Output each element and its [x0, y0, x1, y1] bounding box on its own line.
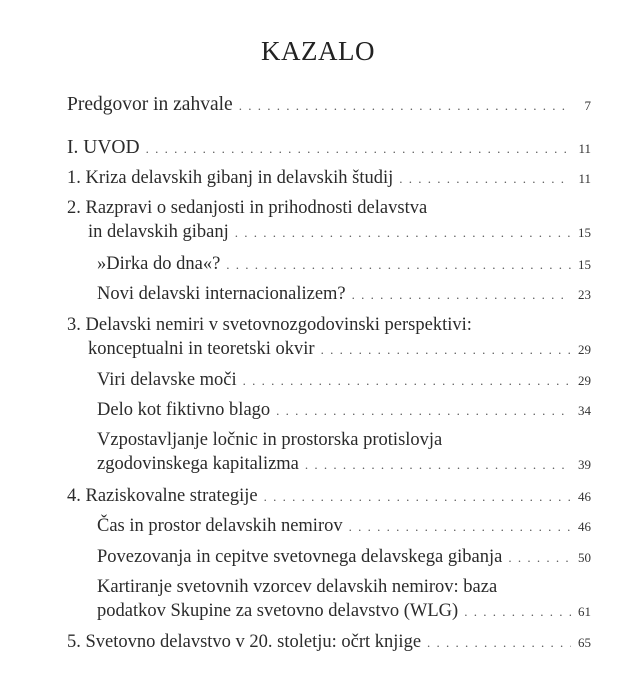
toc-entry-part-1[interactable] — [67, 136, 591, 161]
toc-entry-section[interactable] — [67, 252, 591, 277]
leader-dots — [427, 631, 571, 655]
toc-entry-section[interactable] — [67, 282, 591, 307]
toc-page-number: 46 — [578, 489, 591, 504]
toc-page-number: 11 — [578, 171, 591, 186]
toc-entry-section[interactable] — [67, 428, 591, 477]
leader-dots — [464, 600, 571, 624]
page-title: KAZALO — [261, 36, 375, 66]
toc-page-number: 46 — [578, 519, 591, 534]
toc-entry-section[interactable] — [67, 575, 591, 624]
leader-dots — [226, 253, 571, 277]
toc-entry-title: Predgovor in zahvale — [67, 94, 233, 115]
toc-entry-title: I. UVOD — [67, 137, 140, 158]
toc-entry-section[interactable] — [67, 398, 591, 423]
leader-dots — [146, 137, 571, 161]
toc-entry-chapter-5[interactable] — [67, 630, 591, 655]
toc-entry-title: Viri delavske moči — [97, 370, 237, 390]
toc-page-number: 29 — [578, 373, 591, 388]
toc-page-number: 7 — [584, 98, 591, 113]
toc-page-number: 23 — [578, 287, 591, 302]
toc-entry-title-cont: in delavskih gibanj — [88, 222, 229, 242]
toc-page-number: 11 — [578, 141, 591, 156]
toc-entry-section[interactable] — [67, 514, 591, 539]
toc-entry-title: Vzpostavljanje ločnic in prostorska protislovja — [97, 430, 443, 450]
leader-dots — [352, 283, 571, 307]
leader-dots — [399, 167, 571, 191]
toc-entry-title-cont: podatkov Skupine za svetovno delavstvo (WLG) — [97, 601, 459, 621]
toc-entry-title: »Dirka do dna«? — [97, 254, 221, 274]
toc-entry-chapter-4[interactable] — [67, 484, 591, 509]
leader-dots — [243, 369, 571, 393]
toc-entry-title: Delo kot fiktivno blago — [97, 400, 271, 420]
toc-entry-chapter-2[interactable] — [67, 196, 591, 245]
toc-page-number: 65 — [578, 635, 591, 650]
toc-entry-preface[interactable] — [67, 93, 591, 118]
leader-dots — [235, 221, 571, 245]
toc-entry-title: Kartiranje svetovnih vzorcev delavskih nemirov: baza — [97, 577, 498, 597]
toc-entry-title: 2. Razpravi o sedanjosti in prihodnosti delavstva — [67, 198, 428, 218]
toc-entry-title: 1. Kriza delavskih gibanj in delavskih študij — [67, 168, 394, 188]
toc-page-number: 39 — [578, 457, 591, 472]
toc-entry-section[interactable] — [67, 368, 591, 393]
toc-entry-title: Novi delavski internacionalizem? — [97, 284, 346, 304]
toc-entry-chapter-1[interactable] — [67, 166, 591, 191]
toc-entry-title: Povezovanja in cepitve svetovnega delavskega gibanja — [97, 547, 503, 567]
toc-page-number: 29 — [578, 342, 591, 357]
toc-entry-title: Čas in prostor delavskih nemirov — [97, 516, 343, 536]
leader-dots — [321, 338, 571, 362]
toc-page-number: 15 — [578, 225, 591, 240]
toc-entry-title: 5. Svetovno delavstvo v 20. stoletju: očrt knjige — [67, 632, 422, 652]
toc-entry-title-cont: konceptualni in teoretski okvir — [88, 339, 315, 359]
toc-page-number: 34 — [578, 403, 591, 418]
toc-page-number: 50 — [578, 550, 591, 565]
toc-entry-title: 3. Delavski nemiri v svetovnozgodovinski perspektivi: — [67, 315, 472, 335]
toc-entry-chapter-3[interactable] — [67, 313, 591, 362]
leader-dots — [239, 94, 571, 118]
leader-dots — [305, 453, 571, 477]
leader-dots — [264, 485, 571, 509]
leader-dots — [349, 515, 571, 539]
leader-dots — [276, 399, 571, 423]
leader-dots — [508, 546, 571, 570]
toc-entry-title: 4. Raziskovalne strategije — [67, 486, 258, 506]
toc-entry-title-cont: zgodovinskega kapitalizma — [97, 454, 299, 474]
toc-page-number: 15 — [578, 257, 591, 272]
toc-page-number: 61 — [578, 604, 591, 619]
toc-entry-section[interactable] — [67, 545, 591, 570]
